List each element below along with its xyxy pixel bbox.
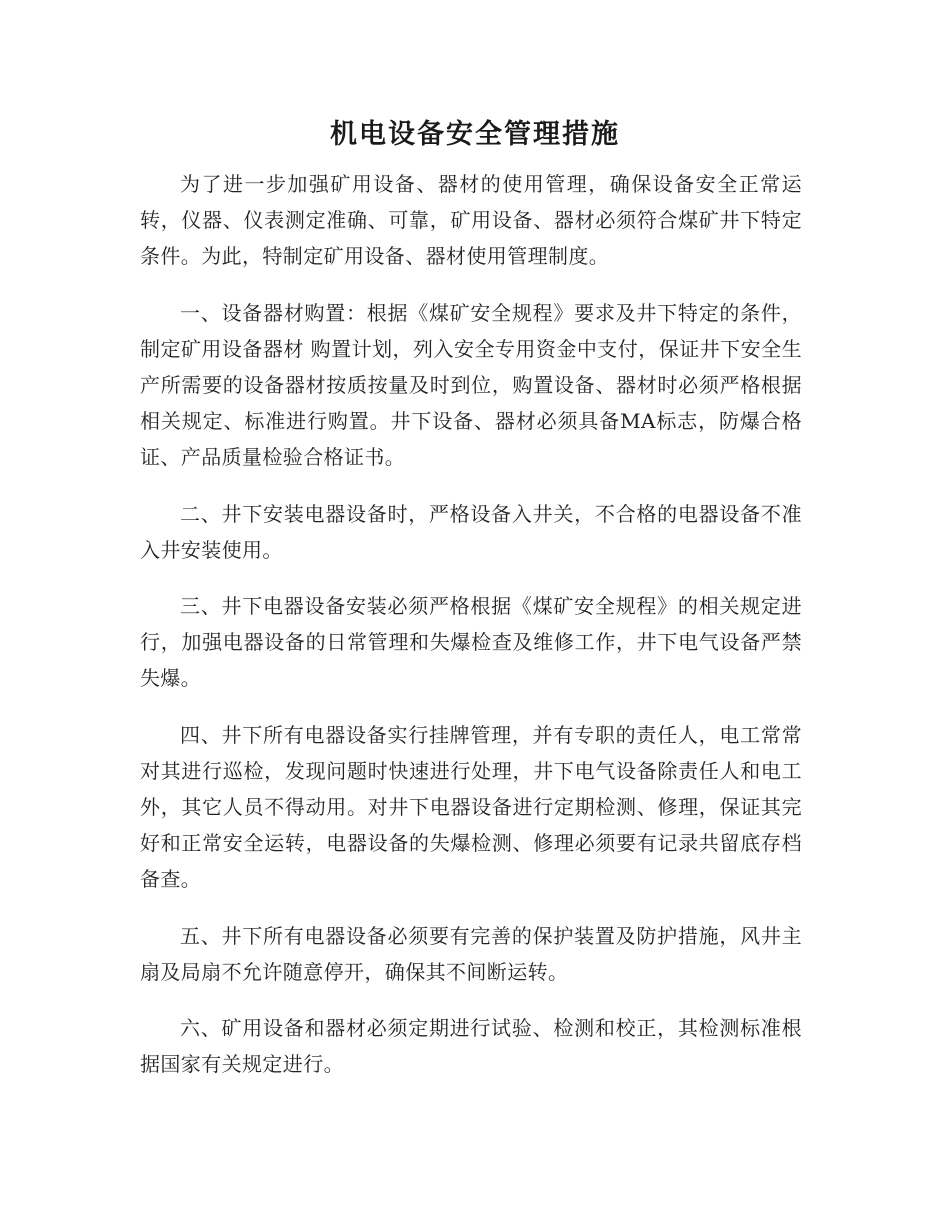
paragraph-4-tag-management: 四、井下所有电器设备实行挂牌管理，并有专职的责任人，电工常常对其进行巡检，发现问题时快速进行处理，井下电气设备除责任人和电工外，其它人员不得动用。对井下电器设备进行定期检测、修理，保证其完好和正常安全运转，电器设备的失爆检测、修理必须要有记录共留底存档备查。 <box>140 722 802 892</box>
document-body <box>140 166 802 1102</box>
paragraph-intro: 为了进一步加强矿用设备、器材的使用管理，确保设备安全正常运转，仪器、仪表测定准确、可靠，矿用设备、器材必须符合煤矿井下特定条件。为此，特制定矿用设备、器材使用管理制度。 <box>140 172 802 269</box>
paragraph-5-protection-devices: 五、井下所有电器设备必须要有完善的保护装置及防护措施，风井主扇及局扇不允许随意停开，确保其不间断运转。 <box>140 923 802 984</box>
paragraph-2-installation-check: 二、井下安装电器设备时，严格设备入井关，不合格的电器设备不准入井安装使用。 <box>140 501 802 562</box>
paragraph-1-equipment-purchase: 一、设备器材购置：根据《煤矿安全规程》要求及井下特定的条件，制定矿用设备器材 购置计划，列入安全专用资金中支付，保证井下安全生产所需要的设备器材按质按量及时到位，购置设备、器材时必须严格根据相关规定、标准进行购置。井下设备、器材必须具备MA标志，防爆合格证、产品质量检验合格证书。 <box>140 300 802 470</box>
paragraph-6-periodic-testing: 六、矿用设备和器材必须定期进行试验、检测和校正，其检测标准根据国家有关规定进行。 <box>140 1016 802 1077</box>
paragraph-3-installation-rules: 三、井下电器设备安装必须严格根据《煤矿安全规程》的相关规定进行，加强电器设备的日常管理和失爆检查及维修工作，井下电气设备严禁失爆。 <box>140 594 802 691</box>
document-title: 机电设备安全管理措施 <box>330 119 620 150</box>
